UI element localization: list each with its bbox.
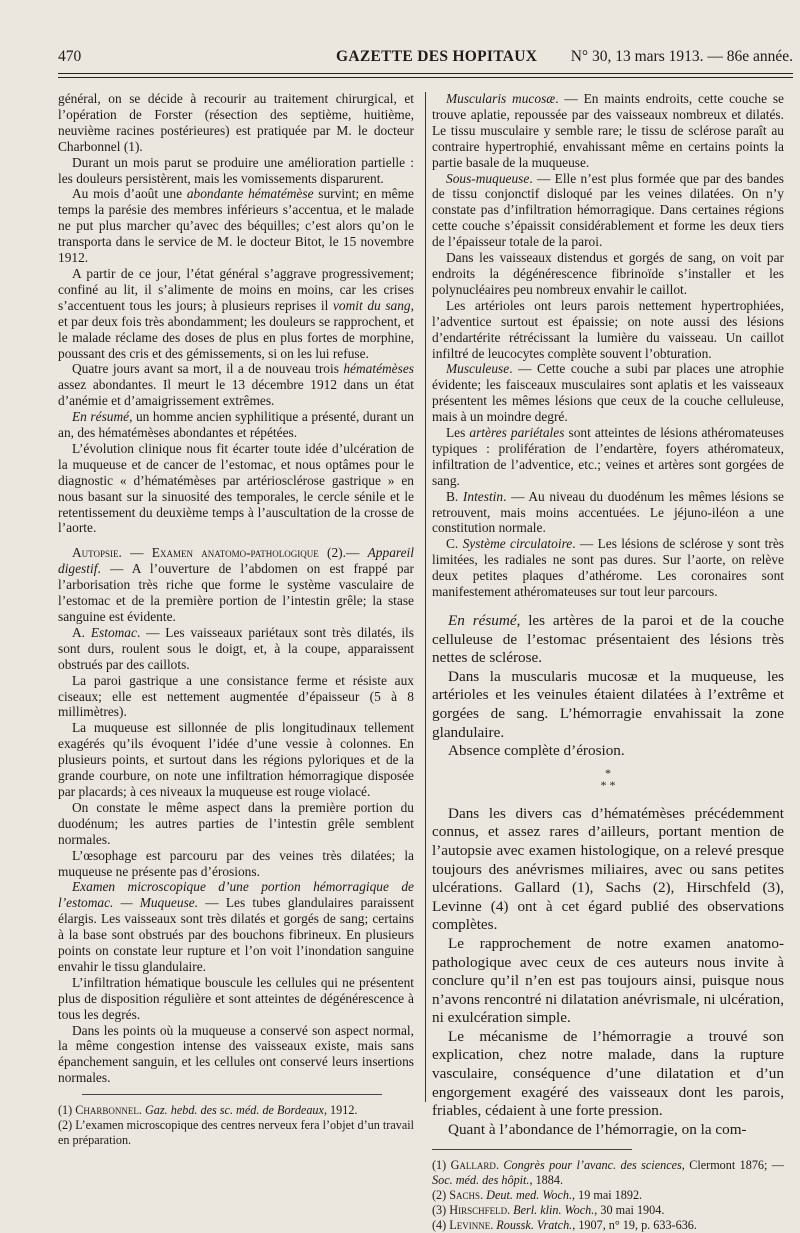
paragraph: Absence complète d’érosion. <box>448 742 625 760</box>
paragraph: Dans la muscularis mucosæ et la muqueuse, les artérioles et les veinules étaient dilatées à l’extrême et gorgées de sang. L’hémorragie envahissait la zone glandulaire. <box>432 667 784 741</box>
footnote: (2) L’examen microscopique des centres nerveux fera l’objet d’un travail en préparation. <box>58 1118 414 1148</box>
section-asterisks: * * * <box>600 765 616 792</box>
paragraph: Muscularis mucosæ. — En maints endroits, cette couche se trouve aplatie, repoussée par des vaisseaux nombreux et dilatés. Le tissu musculaire y semble rare; le tissu de sclérose paraît au contraire hypertrophié, envahissant même en certains points la partie basale de la muqueuse. <box>432 91 784 170</box>
header-rule-bottom <box>58 77 793 78</box>
section-heading: Autopsie. — Examen anatomo-pathologique <box>72 545 319 561</box>
paragraph: Quatre jours avant sa mort, il a de nouveau trois hématémèses assez abondantes. Il meurt le 13 décembre 1912 dans un état d’anémie et d’amaigrissement extrêmes. <box>58 361 414 409</box>
paragraph: La muqueuse est sillonnée de plis longitudinaux tellement exagérés qu’ils évoquent l’idée d’une vessie à colonnes. En plusieurs points, et surtout dans les régions pyloriques et de la grande courbure, on note une infiltration hémorragique disposée par placards; à ces niveaux la muqueuse est rouge violacé. <box>58 720 414 799</box>
footnotes <box>58 1103 414 1148</box>
discussion-section <box>432 612 784 1139</box>
page-header <box>58 48 793 70</box>
footnote: (2) Sachs. Deut. med. Woch., 19 mai 1892. <box>432 1188 643 1203</box>
paragraph: Au mois d’août une abondante hématémèse survint; en même temps la parésie des membres inférieurs s’accentua, et le malade ne put plus marcher qu’avec des béquilles; c’est alors qu’on le transporta dans le service de M. le docteur Bitot, le 15 novembre 1912. <box>58 186 414 266</box>
summary-paragraph: En résumé, un homme ancien syphilitique a présenté, durant un an, des hématémèses abondantes et répétées. <box>58 409 414 441</box>
paragraph: La paroi gastrique a une consistance ferme et résiste aux ciseaux; elle est nettement augmentée d’épaisseur (5 à 8 millimètres). <box>58 672 414 720</box>
paragraph: Les artérioles ont leurs parois nettement hypertrophiées, l’adventice surtout est épaissie; on note aussi des lésions d’endartérite rétrécissant la lumière du vaisseau. Un caillot infiltré de leucocytes complète souvent l’obturation. <box>432 297 784 361</box>
paragraph: Le rapprochement de notre examen anatomo-pathologique avec ceux de ces auteurs nous invite à conclure qu’il n’en est pas toujours ainsi, puisque nous n’avons rencontré ni dilatation anévrismale, ni ulcération, ni exulcération simple. <box>432 934 784 1027</box>
footnote-separator <box>432 1149 632 1150</box>
paragraph: Les artères pariétales sont atteintes de lésions athéromateuses typiques : prolifération de l’endartère, foyers athéromateux, infiltration de l’adventice, etc.; veines et artères sont gorgées de sang. <box>432 425 784 488</box>
paragraph: A partir de ce jour, l’état général s’aggrave progressivement; confiné au lit, il s’alimente de moins en moins, car les crises s’accentuent tous les jours; à plusieurs reprises il vomit du sang, et par deux fois très abondamment; les douleurs se rapprochent, et le malade réclame des doses de plus en plus fortes de morphine, poussant des cris et des gémissements, si on les lui refuse. <box>58 265 414 361</box>
paragraph: B. Intestin. — Au niveau du duodénum les mêmes lésions se retrouvent, mais moins accentuées. Le jéjuno-iléon a une constitution normale. <box>432 488 784 536</box>
left-column <box>58 91 414 1148</box>
paragraph: Dans les divers cas d’hématémèses précédemment connus, et assez rares d’ailleurs, portant mention de l’autopsie avec examen histologique, on a relevé presque toujours des anévrismes miliaires, avec ou sans petites ulcérations. Gallard (1), Sachs (2), Hirschfeld (3), Levinne (4) ont à cet égard publié des observations complètes. <box>432 804 784 934</box>
paragraph: Quant à l’abondance de l’hémorragie, on la com- <box>448 1120 747 1138</box>
column-divider <box>425 92 426 1102</box>
paragraph: général, on se décide à recourir au traitement chirurgical, et l’opération de Forster (résection des septième, huitième, neuvième racines postérieures) est pratiquée par M. le docteur Charbonnel (1). <box>58 91 414 154</box>
right-column <box>432 91 784 1233</box>
footnotes <box>432 1158 784 1233</box>
footnote: (3) Hirschfeld. Berl. klin. Woch., 30 mai 1904. <box>432 1203 665 1218</box>
paragraph: On constate le même aspect dans la première portion du duodénum; les autres parties de l’intestin grêle semblent normales. <box>58 799 414 847</box>
autopsy-section: Autopsie. — Examen anatomo-pathologique (2).— Appareil digestif. — A l’ouverture de l’abdomen on est frappé par l’arborisation très riche que forme le système vasculaire de l’estomac et de la première portion de l’intestin grêle; la stase sanguine est évidente. <box>58 545 414 624</box>
summary-paragraph: En résumé, les artères de la paroi et de la couche celluleuse de l’estomac présentaient des lésions très nettes de sclérose. <box>432 612 784 667</box>
paragraph: Musculeuse. — Cette couche a subi par places une atrophie évidente; les faisceaux musculaires sont aplatis et les vaisseaux présentent les mêmes lésions que ceux de la couche celluleuse, mais à un moindre degré. <box>432 361 784 425</box>
paragraph: Dans les vaisseaux distendus et gorgés de sang, on voit par endroits la dégénérescence fibrinoïde s’installer et les polynucléaires peu nombreux envahir le caillot. <box>432 250 784 297</box>
paragraph: Durant un mois parut se produire une amélioration partielle : les douleurs persistèrent, mais les vomissements disparurent. <box>58 154 414 186</box>
paragraph: A. Estomac. — Les vaisseaux pariétaux sont très dilatés, ils sont durs, roulent sous le doigt, et, à la coupe, apparaissent obstrués par des caillots. <box>58 624 414 672</box>
footnote: (4) Levinne. Roussk. Vratch., 1907, n° 19, p. 633-636. <box>432 1218 697 1233</box>
issue-date: N° 30, 13 mars 1913. — 86e année. <box>570 48 793 65</box>
footnote-separator <box>82 1094 382 1095</box>
header-rule-top <box>58 73 793 74</box>
paragraph: Sous-muqueuse. — Elle n’est plus formée que par des bandes de tissu conjonctif disloqué par les veines dilatées. On n’y constate pas d’infiltration hémorragique. Dans certaines régions cette couche s’épaissit considérablement et forme les deux tiers de l’épaisseur totale de la paroi. <box>432 170 784 250</box>
footnote: (1) Charbonnel. Gaz. hebd. des sc. méd. de Bordeaux, 1912. <box>58 1103 358 1118</box>
journal-title: GAZETTE DES HOPITAUX <box>336 48 538 65</box>
footnote: (1) Gallard. Congrès pour l’avanc. des sciences, Clermont 1876; — Soc. méd. des hôpit., 1884. <box>432 1158 784 1188</box>
paragraph: L’évolution clinique nous fit écarter toute idée d’ulcération de la muqueuse et de cancer de l’estomac, et nous optâmes pour le diagnostic « d’hématémèses par artériosclérose gastrique » en nous basant sur la sinuosité des temporales, le cercle sénile et le retentissement du deuxième temps à l’auscultation de la crosse de l’aorte. <box>58 440 414 536</box>
paragraph: C. Système circulatoire. — Les lésions de sclérose y sont très limitées, les radiales ne sont pas dures. Sur l’aorte, on relève deux petites plaques d’athérome. Les coronaires sont manifestement athéromateuses sur tout leur parcours. <box>432 536 784 600</box>
paragraph: Le mécanisme de l’hémorragie a trouvé son explication, chez notre malade, dans la rupture vasculaire, conséquence d’une dilatation et d’un engorgement exagéré des vaisseaux dont les parois, friables, cédaient à une forte pression. <box>432 1027 784 1120</box>
paragraph: Examen microscopique d’une portion hémorragique de l’estomac. — Muqueuse. — Les tubes glandulaires paraissent élargis. Les vaisseaux sont très dilatés et gorgés de sang; certains à la base sont obstrués par des bouchons fibrineux. En plusieurs points on constate leur rupture et l’on voit l’inondation sanguine envahir le tissu glandulaire. <box>58 879 414 974</box>
page-number: 470 <box>58 48 82 65</box>
paragraph: L’infiltration hématique bouscule les cellules qui ne présentent plus de disposition régulière et sont atteintes de dégénérescence à tous les degrés. <box>58 974 414 1022</box>
paragraph: L’œsophage est parcouru par des veines très dilatées; la muqueuse ne présente pas d’érosions. <box>58 847 414 879</box>
paragraph: Dans les points où la muqueuse a conservé son aspect normal, la même congestion intense des vaisseaux existe, mais sans épanchement sanguin, et les cellules ont conservé leurs insertions normales. <box>58 1022 414 1086</box>
